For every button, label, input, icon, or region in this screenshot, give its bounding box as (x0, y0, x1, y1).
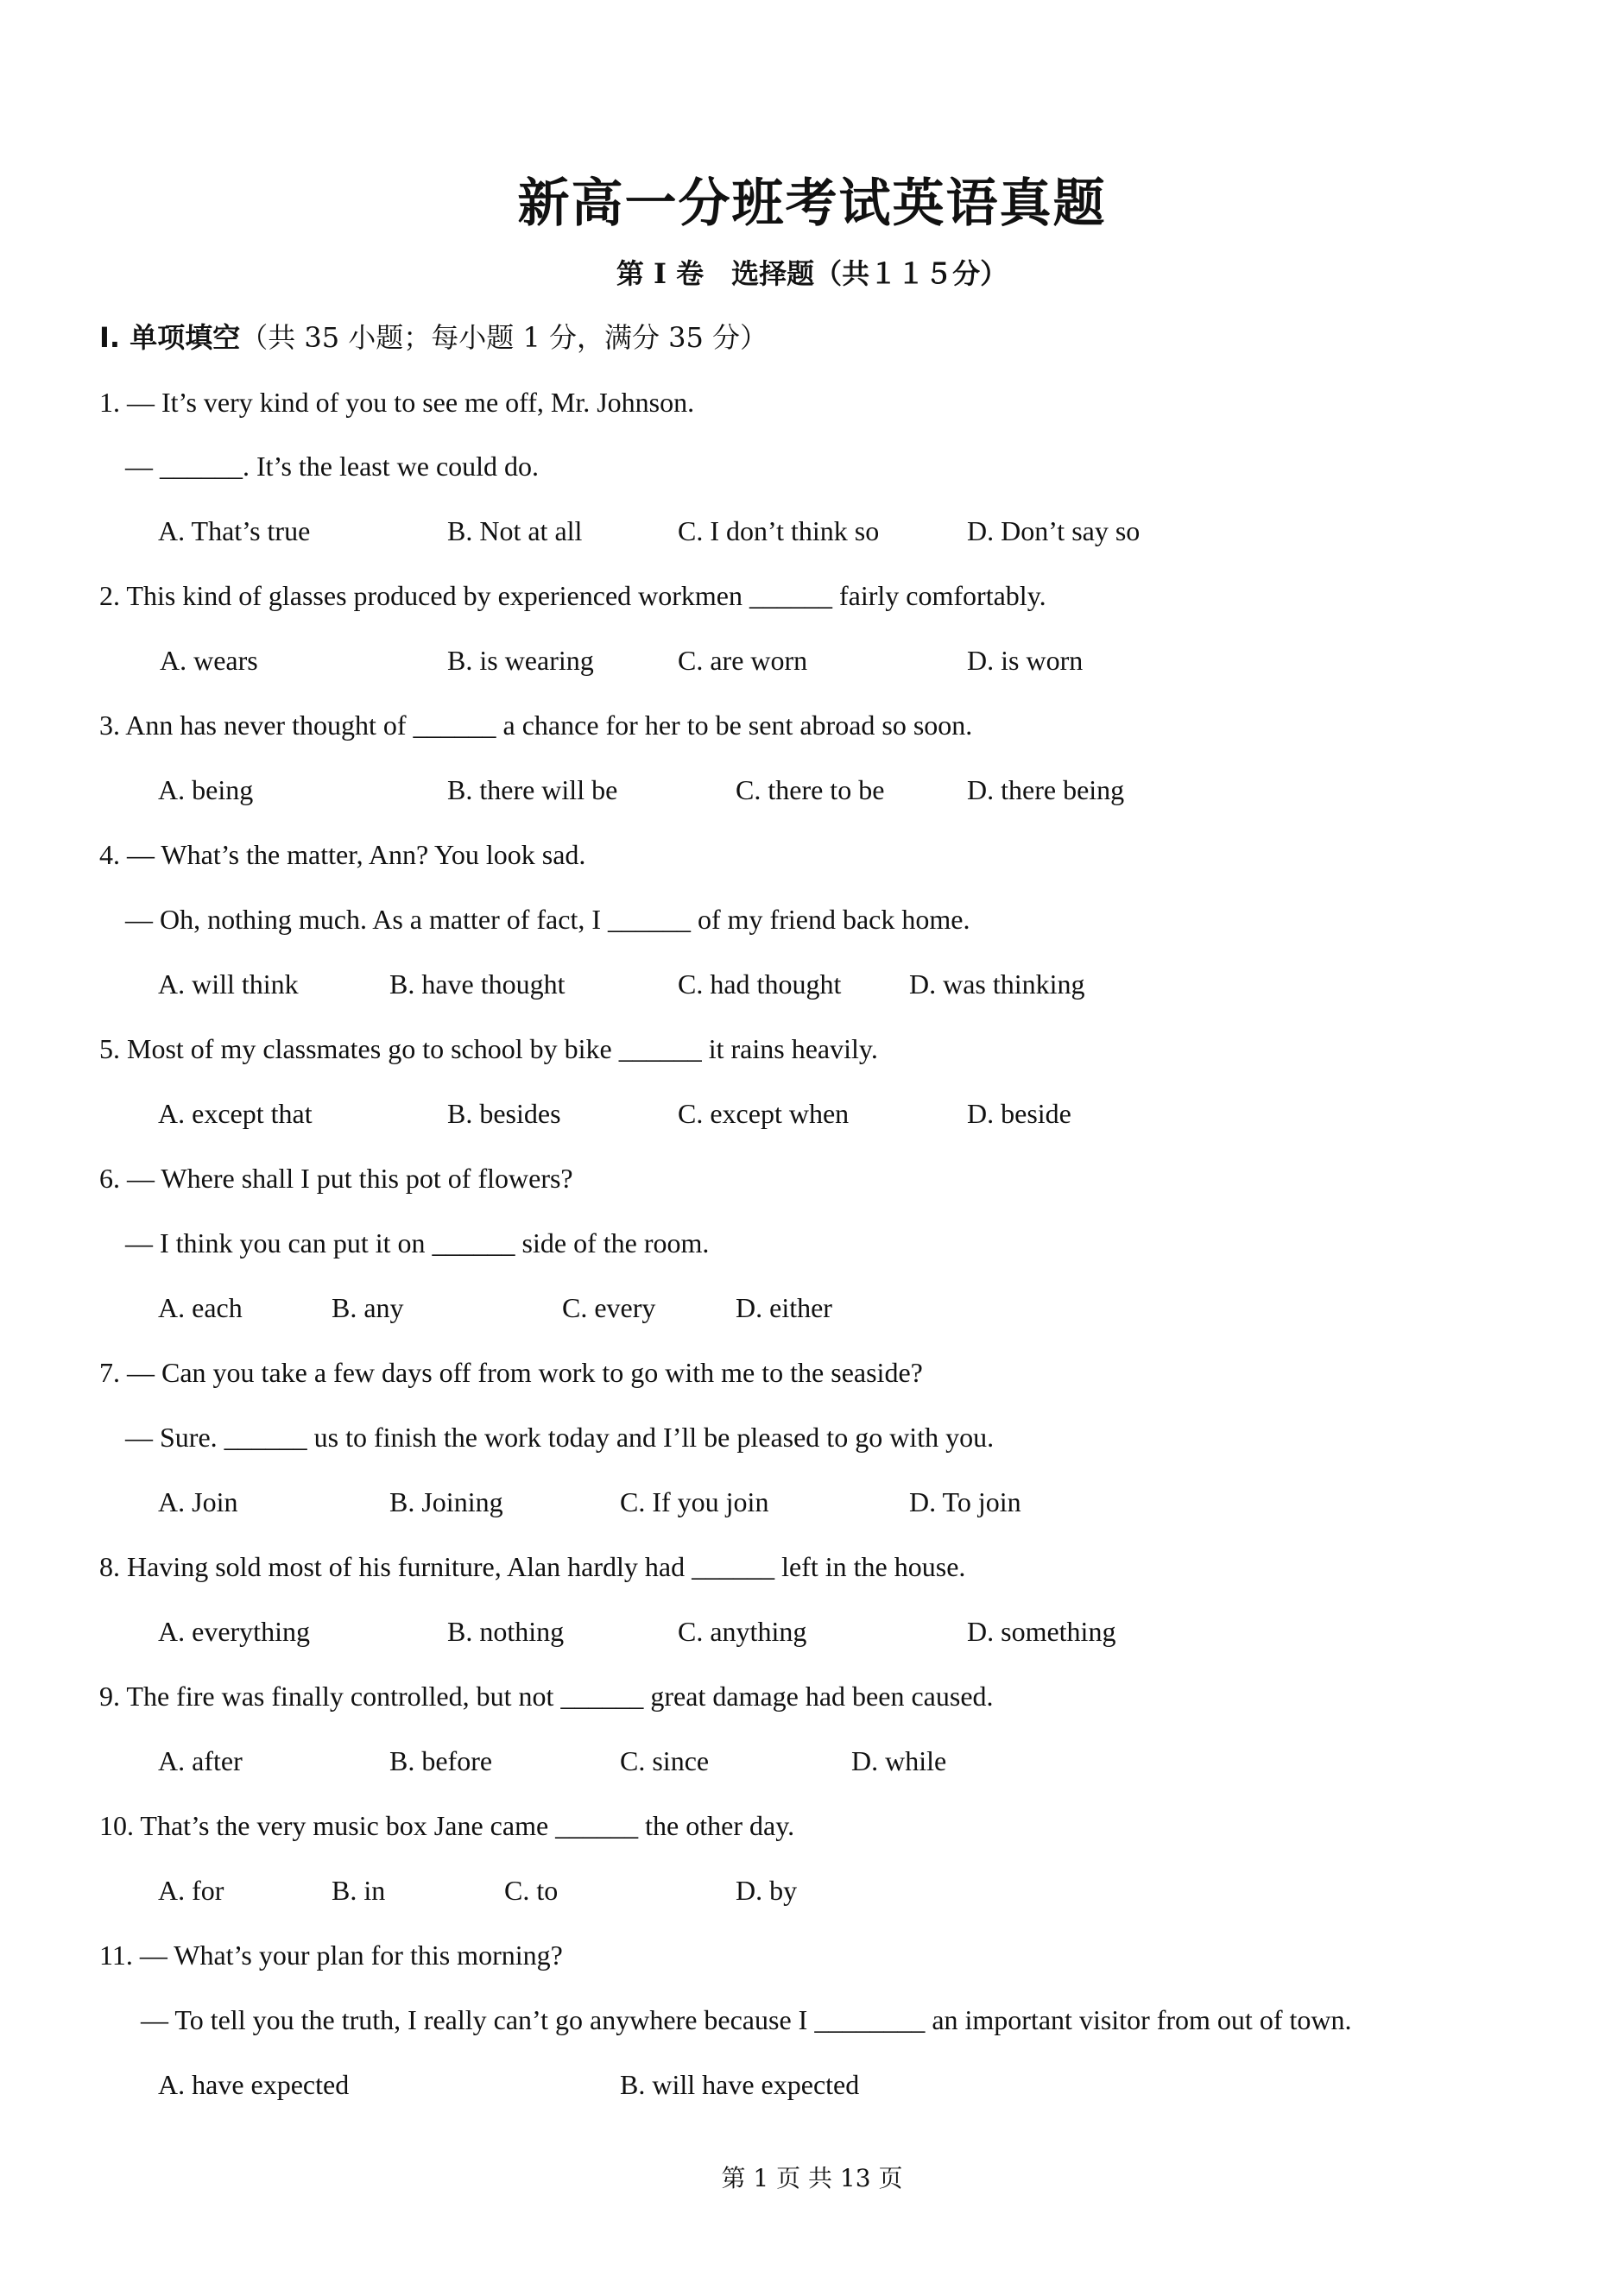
answer-option: D. something (967, 1616, 1116, 1647)
question-stem: 9. The fire was finally controlled, but not ______ great damage had been caused. (99, 1681, 994, 1712)
question-stem: 1. — It’s very kind of you to see me off, Mr. Johnson. (99, 387, 695, 418)
answer-option: D. is worn (967, 645, 1084, 676)
question-stem: 5. Most of my classmates go to school by bike ______ it rains heavily. (99, 1033, 878, 1064)
answer-option: A. That’s true (158, 515, 311, 546)
question-stem: 6. — Where shall I put this pot of flowers? (99, 1163, 573, 1194)
question-stem: 3. Ann has never thought of ______ a chance for her to be sent abroad so soon. (99, 710, 973, 741)
answer-option: B. have thought (389, 968, 566, 1000)
answer-option: C. every (562, 1292, 656, 1323)
answer-option: B. will have expected (620, 2069, 860, 2100)
answer-option: D. there being (967, 774, 1125, 805)
answer-option: C. are worn (678, 645, 808, 676)
answer-option: C. I don’t think so (678, 515, 880, 546)
answer-option: A. being (158, 774, 254, 805)
answer-option: A. after (158, 1745, 243, 1776)
question-stem: 2. This kind of glasses produced by experienced workmen ______ fairly comfortably. (99, 580, 1046, 611)
dialogue-response: — ______. It’s the least we could do. (125, 451, 540, 482)
answer-option: B. besides (447, 1098, 561, 1129)
section-label: I. 单项填空 (99, 321, 241, 354)
answer-option: A. everything (158, 1616, 310, 1647)
answer-option: B. is wearing (447, 645, 594, 676)
answer-option: C. since (620, 1745, 710, 1776)
answer-option: D. To join (909, 1486, 1021, 1517)
answer-option: A. have expected (158, 2069, 350, 2100)
answer-option: B. Joining (389, 1486, 503, 1517)
document-title: 新高一分班考试英语真题 (517, 173, 1107, 234)
question-stem: 4. — What’s the matter, Ann? You look sad. (99, 839, 586, 870)
answer-option: C. If you join (620, 1486, 769, 1517)
dialogue-response: — Sure. ______ us to finish the work today and I’ll be pleased to go with you. (125, 1422, 995, 1453)
answer-option: B. there will be (447, 774, 618, 805)
dialogue-response: — I think you can put it on ______ side of the room. (125, 1227, 710, 1258)
section-note: （共 35 小题；每小题 1 分，满分 35 分） (240, 321, 768, 354)
answer-option: D. beside (967, 1098, 1071, 1129)
answer-option: A. wears (160, 645, 258, 676)
dialogue-response: — To tell you the truth, I really can’t go anywhere because I ________ an important visitor from out of town. (141, 2004, 1352, 2035)
dialogue-response: — Oh, nothing much. As a matter of fact, I ______ of my friend back home. (125, 904, 970, 935)
answer-option: A. will think (158, 968, 299, 1000)
answer-option: A. for (158, 1875, 224, 1906)
section-heading (99, 316, 768, 356)
answer-option: A. Join (158, 1486, 238, 1517)
answer-option: B. in (332, 1875, 386, 1906)
question-stem: 10. That’s the very music box Jane came ______ the other day. (99, 1810, 795, 1841)
answer-option: C. had thought (678, 968, 842, 1000)
answer-option: D. by (736, 1875, 798, 1906)
answer-option: A. each (158, 1292, 243, 1323)
answer-option: B. Not at all (447, 515, 583, 546)
answer-option: C. anything (678, 1616, 807, 1647)
answer-option: B. nothing (447, 1616, 565, 1647)
answer-option: B. before (389, 1745, 493, 1776)
answer-option: C. to (504, 1875, 559, 1906)
answer-option: D. was thinking (909, 968, 1085, 1000)
answer-option: C. except when (678, 1098, 850, 1129)
question-stem: 8. Having sold most of his furniture, Alan hardly had ______ left in the house. (99, 1551, 966, 1582)
question-stem: 7. — Can you take a few days off from work to go with me to the seaside? (99, 1357, 923, 1388)
answer-option: D. either (736, 1292, 832, 1323)
answer-option: A. except that (158, 1098, 313, 1129)
answer-option: D. Don’t say so (967, 515, 1141, 546)
answer-option: C. there to be (736, 774, 885, 805)
question-stem: 11. — What’s your plan for this morning? (99, 1940, 563, 1971)
part-heading: 第 I 卷 选择题（共１１５分） (616, 257, 1008, 290)
answer-option: B. any (332, 1292, 404, 1323)
page-footer: 第 1 页 共 13 页 (721, 2164, 903, 2192)
answer-option: D. while (851, 1745, 947, 1776)
